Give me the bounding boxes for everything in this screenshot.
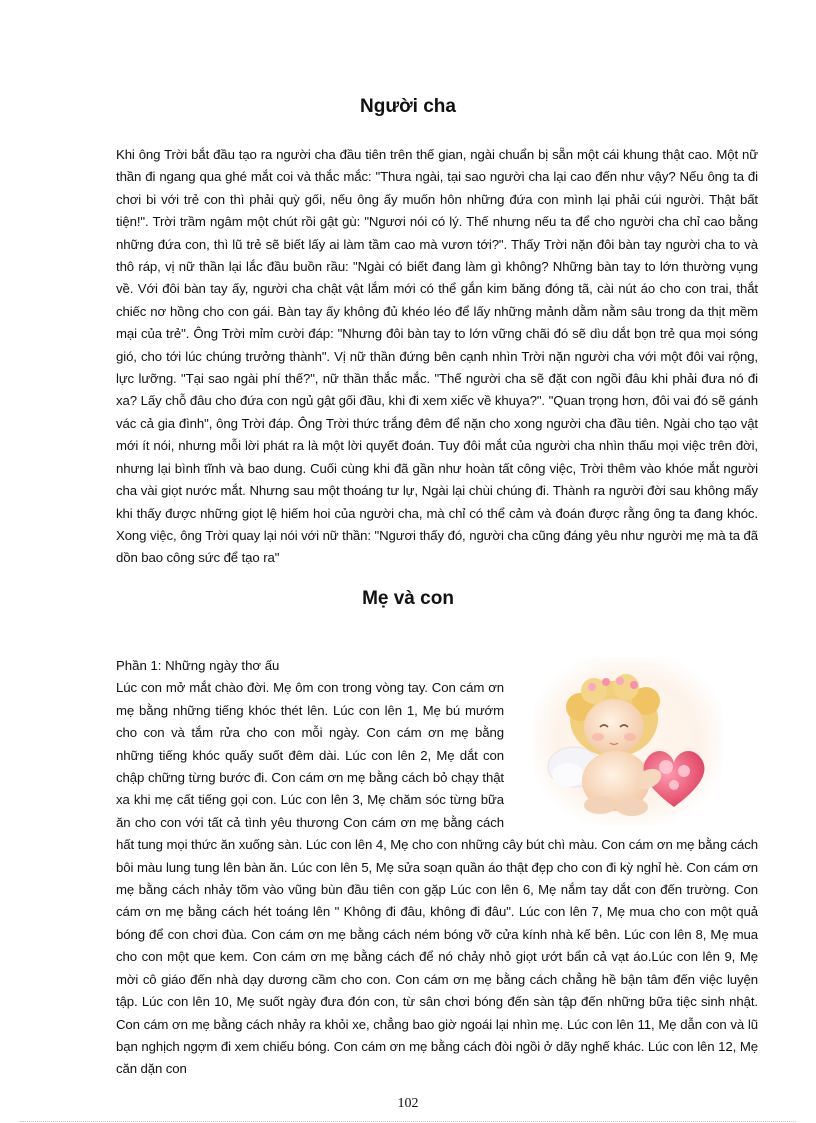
section-body-me-va-con: Lúc con mở mắt chào đời. Mẹ ôm con trong vòng tay. Con cám ơn mẹ bằng những tiếng khóc thét lên. Lúc con lên 1, Mẹ bú mướm cho con và tắm rửa cho con mỗi ngày. Con cám ơn mẹ bằng những tiếng khóc quấy suốt đêm dài. Lúc con lên 2, Mẹ dắt con chập chững từng bước đi. Con cám ơn mẹ bằng cách bỏ chạy thật xa khi mẹ cất tiếng gọi con. Lúc con lên 3, Mẹ chăm sóc từng bữa ăn cho con với tất cả tình yêu thương Con cám ơn mẹ bằng cách hất tung mọi thức ăn xuống sàn. Lúc con lên 4, Mẹ cho con những cây bút chì màu. Con cám ơn mẹ bằng cách bôi màu lung tung lên bàn ăn. Lúc con lên 5, Mẹ sửa soạn quần áo thật đẹp cho con đi kỳ nghỉ hè. Con cám ơn mẹ bằng cách nhảy tõm vào vũng bùn đầu tiên con gặp Lúc con lên 6, Mẹ nắm tay dắt con đến trường. Con cám ơn mẹ bằng cách hét toáng lên " Không đi đâu, không đi đâu". Lúc con lên 7, Mẹ mua cho con một quả bóng để con chơi đùa. Con cám ơn mẹ bằng cách ném bóng vỡ cửa kính nhà kế bên. Lúc con lên 8, Mẹ mua cho con một que kem. Con cám ơn mẹ bằng cách để nó chảy nhỏ giọt ướt bẩn cả vạt áo.Lúc con lên 9, Mẹ mời cô giáo đến nhà dạy dương cầm cho con. Con cám ơn mẹ bằng cách chẳng hề bận tâm đến việc luyện tập. Lúc con lên 10, Mẹ suốt ngày đưa đón con, từ sân chơi bóng đến sàn tập đến những bữa tiệc sinh nhật. Con cám ơn mẹ bằng cách nhảy ra khỏi xe, chẳng bao giờ ngoái lại nhìn mẹ. Lúc con lên 11, Mẹ dẫn con và lũ bạn nghịch ngợm đi xem chiếu bóng. Con cám ơn mẹ bằng cách đòi ngồi ở dãy nghế khác. Lúc con lên 12, Mẹ căn dặn con xyxy=(116,680,758,1077)
section-title-nguoi-cha: Người cha xyxy=(360,96,456,117)
footer-divider xyxy=(20,1121,796,1122)
cherub-illustration xyxy=(534,657,722,825)
section-title-me-va-con: Mẹ và con xyxy=(362,588,454,609)
section-body-nguoi-cha: Khi ông Trời bắt đầu tạo ra người cha đầu tiên trên thế gian, ngài chuẩn bị sẵn một cái khung thật cao. Một nữ thần đi ngang qua ghé mắt coi và thắc mắc: "Thưa ngài, tại sao người cha lại cao đến như vậy? Nếu ông ta đi chơi bi với trẻ con thì phải quỳ gối, nếu ông ấy muốn hôn những đứa con mình lại phải cúi người. Thật bất tiện!". Trời trầm ngâm một chút rồi gật gù: "Ngươi nói có lý. Thế nhưng nếu ta để cho người cha chỉ cao bằng những đứa con, thì lũ trẻ sẽ biết lấy ai làm tầm cao mà vươn tới?". Thấy Trời nặn đôi bàn tay người cha to và thô ráp, vị nữ thần lại lắc đầu buồn rầu: "Ngài có biết đang làm gì không? Những bàn tay to lớn thường vụng về. Với đôi bàn tay ấy, người cha chật vật lắm mới có thể gắn kim băng đóng tã, cài nút áo cho con trai, thắt chiếc nơ hồng cho con gái. Bàn tay ấy không đủ khéo léo để lấy những mảnh dằm nằm sâu trong da thịt mềm mại của trẻ". Ông Trời mỉm cười đáp: "Nhưng đôi bàn tay to lớn vững chãi đó sẽ dìu dắt bọn trẻ qua mọi sóng gió, cho tới lúc chúng trưởng thành". Vị nữ thần đứng bên cạnh nhìn Trời nặn người cha với một đôi vai rộng, lực lưỡng. "Tại sao ngài phí thế?", nữ thần thắc mắc. "Thế người cha sẽ đặt con ngồi đâu khi phải đưa nó đi xa? Lấy chỗ đâu cho đứa con ngủ gật gối đầu, khi đi xem xiếc về khuya?". "Quan trọng hơn, đôi vai đó sẽ gánh vác cả gia đình", ông Trời đáp. Ông Trời thức trắng đêm để nặn cho xong người cha đầu tiên. Ngài cho tạo vật mới ít nói, nhưng mỗi lời phát ra là một lời quyết đoán. Tuy đôi mắt của người cha nhìn thấu mọi việc trên đời, nhưng lại bình tĩnh và bao dung. Cuối cùng khi đã gần như hoàn tất công việc, Trời thêm vào khóe mắt người cha vài giọt nước mắt. Nhưng sau một thoáng tư lự, Ngài lại chùi chúng đi. Thành ra người đời sau không mấy khi thấy được những giọt lệ hiếm hoi của người cha, mà chỉ có thể cảm và đoán được rằng ông ta đang khóc. Xong việc, ông Trời quay lại nói với nữ thần: "Ngươi thấy đó, người cha cũng đáng yêu như người mẹ mà ta đã dồn bao công sức để tạo ra" xyxy=(116,147,758,566)
page-number: 102 xyxy=(397,1096,419,1111)
section-subtitle: Phần 1: Những ngày thơ ấu xyxy=(116,658,280,673)
section-me-va-con xyxy=(116,655,758,1081)
cherub-heart-icon xyxy=(534,657,722,825)
